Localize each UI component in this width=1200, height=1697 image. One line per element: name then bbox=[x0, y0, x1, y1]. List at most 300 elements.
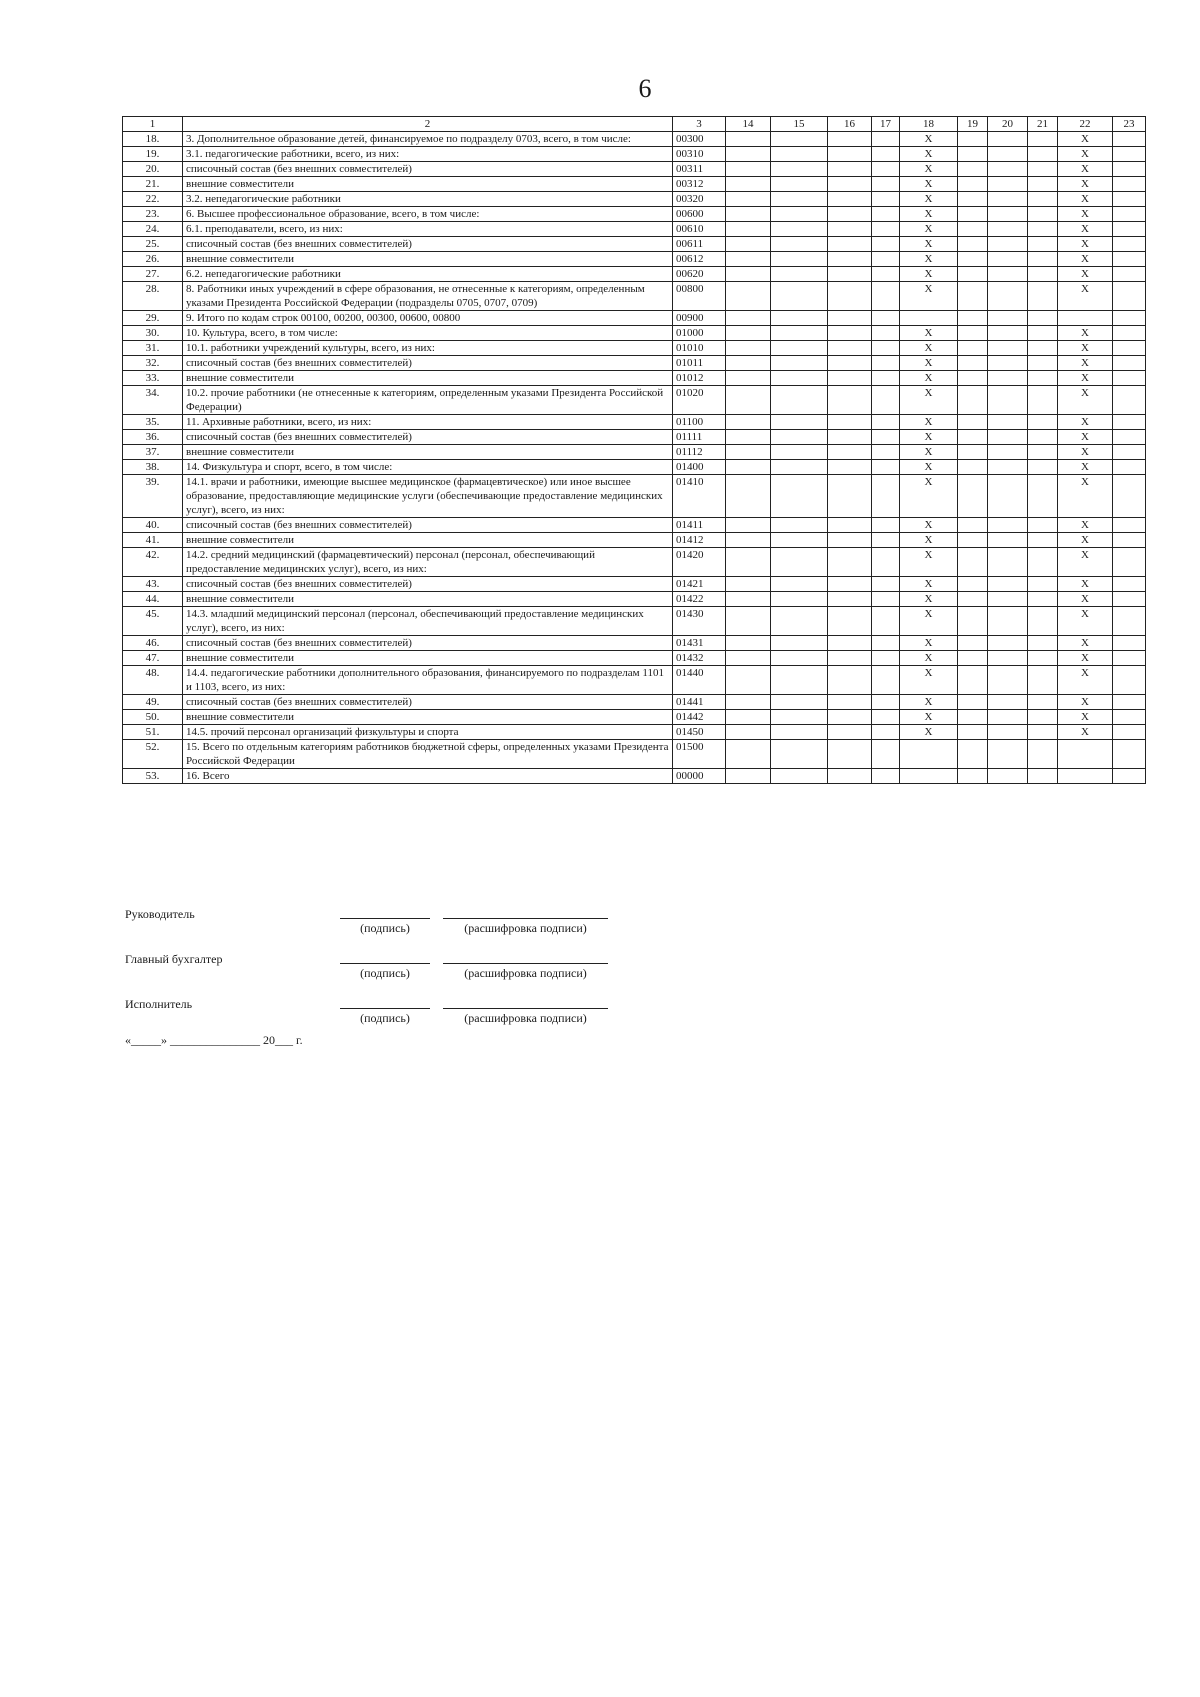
row-label-cell: списочный состав (без внешних совместителей) bbox=[183, 518, 673, 533]
table-row bbox=[123, 577, 1146, 592]
row-code-cell: 00612 bbox=[673, 252, 726, 267]
empty-cell-15 bbox=[771, 533, 828, 548]
empty-cell-23 bbox=[1113, 267, 1146, 282]
table-row bbox=[123, 533, 1146, 548]
empty-cell-20 bbox=[988, 460, 1028, 475]
table-row bbox=[123, 769, 1146, 784]
row-label-cell: внешние совместители bbox=[183, 651, 673, 666]
empty-cell-20 bbox=[988, 636, 1028, 651]
empty-cell-23 bbox=[1113, 311, 1146, 326]
column-header: 20 bbox=[988, 117, 1028, 132]
empty-cell-20 bbox=[988, 740, 1028, 769]
row-label-cell: 14.2. средний медицинский (фармацевтический) персонал (персонал, обеспечивающий предоставление медицинских услуг), всего, из них: bbox=[183, 548, 673, 577]
empty-cell-21 bbox=[1028, 326, 1058, 341]
row-code-cell: 01442 bbox=[673, 710, 726, 725]
executor-signature-caption: (подпись) bbox=[360, 1011, 410, 1025]
empty-cell-16 bbox=[828, 430, 872, 445]
empty-cell-21 bbox=[1028, 132, 1058, 147]
empty-cell-16 bbox=[828, 607, 872, 636]
empty-cell-14 bbox=[726, 192, 771, 207]
empty-cell-15 bbox=[771, 207, 828, 222]
empty-cell-14 bbox=[726, 207, 771, 222]
empty-cell-20 bbox=[988, 592, 1028, 607]
mark-cell-22: X bbox=[1058, 162, 1113, 177]
empty-cell-15 bbox=[771, 311, 828, 326]
empty-cell-23 bbox=[1113, 607, 1146, 636]
empty-cell-20 bbox=[988, 666, 1028, 695]
empty-cell-17 bbox=[872, 177, 900, 192]
empty-cell-21 bbox=[1028, 237, 1058, 252]
empty-cell-23 bbox=[1113, 695, 1146, 710]
empty-cell-16 bbox=[828, 740, 872, 769]
mark-cell-18: X bbox=[900, 177, 958, 192]
column-header: 17 bbox=[872, 117, 900, 132]
mark-cell-22: X bbox=[1058, 430, 1113, 445]
executor-decode-caption: (расшифровка подписи) bbox=[464, 1011, 587, 1025]
empty-cell-23 bbox=[1113, 651, 1146, 666]
empty-cell-23 bbox=[1113, 252, 1146, 267]
empty-cell-20 bbox=[988, 207, 1028, 222]
empty-cell-16 bbox=[828, 177, 872, 192]
table-row bbox=[123, 710, 1146, 725]
empty-cell-21 bbox=[1028, 592, 1058, 607]
empty-cell-16 bbox=[828, 386, 872, 415]
mark-cell-18: X bbox=[900, 475, 958, 518]
mark-cell-22: X bbox=[1058, 577, 1113, 592]
row-label-cell: 15. Всего по отдельным категориям работников бюджетной сферы, определенных указами Президента Российской Федерации bbox=[183, 740, 673, 769]
empty-cell-20 bbox=[988, 341, 1028, 356]
mark-cell-22: X bbox=[1058, 710, 1113, 725]
empty-cell-15 bbox=[771, 252, 828, 267]
table-row bbox=[123, 311, 1146, 326]
empty-cell-16 bbox=[828, 282, 872, 311]
row-label-cell: 16. Всего bbox=[183, 769, 673, 784]
empty-cell-17 bbox=[872, 252, 900, 267]
mark-cell-18: X bbox=[900, 460, 958, 475]
empty-cell-17 bbox=[872, 386, 900, 415]
row-number-cell: 32. bbox=[123, 356, 183, 371]
empty-cell-17 bbox=[872, 607, 900, 636]
empty-cell-17 bbox=[872, 695, 900, 710]
empty-cell-16 bbox=[828, 769, 872, 784]
page-number: 6 bbox=[638, 74, 652, 103]
table-row bbox=[123, 651, 1146, 666]
empty-cell-19 bbox=[958, 430, 988, 445]
empty-cell-15 bbox=[771, 147, 828, 162]
mark-cell-22: X bbox=[1058, 177, 1113, 192]
table-row bbox=[123, 341, 1146, 356]
empty-cell-17 bbox=[872, 475, 900, 518]
empty-cell-21 bbox=[1028, 177, 1058, 192]
empty-cell-16 bbox=[828, 548, 872, 577]
empty-cell-16 bbox=[828, 207, 872, 222]
empty-cell-19 bbox=[958, 592, 988, 607]
row-number-cell: 53. bbox=[123, 769, 183, 784]
empty-cell-15 bbox=[771, 237, 828, 252]
table-row bbox=[123, 636, 1146, 651]
row-label-cell: внешние совместители bbox=[183, 252, 673, 267]
mark-cell-18: X bbox=[900, 222, 958, 237]
empty-cell-23 bbox=[1113, 769, 1146, 784]
column-header: 18 bbox=[900, 117, 958, 132]
empty-cell-19 bbox=[958, 162, 988, 177]
mark-cell-22: X bbox=[1058, 326, 1113, 341]
empty-cell-23 bbox=[1113, 548, 1146, 577]
executor-decode-line bbox=[443, 1008, 608, 1009]
report-table bbox=[122, 116, 1146, 784]
empty-cell-15 bbox=[771, 415, 828, 430]
row-number-cell: 29. bbox=[123, 311, 183, 326]
row-label-cell: 14.4. педагогические работники дополнительного образования, финансируемого по подразделам 1101 и 1103, всего, из них: bbox=[183, 666, 673, 695]
mark-cell-18: X bbox=[900, 577, 958, 592]
empty-cell-21 bbox=[1028, 445, 1058, 460]
empty-cell-19 bbox=[958, 386, 988, 415]
empty-cell-21 bbox=[1028, 267, 1058, 282]
empty-cell-21 bbox=[1028, 207, 1058, 222]
table-row bbox=[123, 267, 1146, 282]
empty-cell-17 bbox=[872, 577, 900, 592]
mark-cell-18: X bbox=[900, 651, 958, 666]
empty-cell-20 bbox=[988, 147, 1028, 162]
header-row bbox=[123, 117, 1146, 132]
date-line: «_____» _______________ 20___ г. bbox=[125, 1033, 303, 1047]
empty-cell-14 bbox=[726, 769, 771, 784]
empty-cell-17 bbox=[872, 267, 900, 282]
row-label-cell: внешние совместители bbox=[183, 371, 673, 386]
mark-cell-22: X bbox=[1058, 356, 1113, 371]
empty-cell-21 bbox=[1028, 651, 1058, 666]
row-label-cell: 14.5. прочий персонал организаций физкультуры и спорта bbox=[183, 725, 673, 740]
empty-cell-16 bbox=[828, 651, 872, 666]
column-header: 1 bbox=[123, 117, 183, 132]
empty-cell-17 bbox=[872, 341, 900, 356]
row-label-cell: 14.1. врачи и работники, имеющие высшее медицинское (фармацевтическое) или иное высшее образование, предоставляющие медицинские услуги (обеспечивающие предоставление медицинских услуг), всего, из них: bbox=[183, 475, 673, 518]
mark-cell-22: X bbox=[1058, 460, 1113, 475]
row-number-cell: 33. bbox=[123, 371, 183, 386]
empty-cell-14 bbox=[726, 415, 771, 430]
empty-cell-20 bbox=[988, 282, 1028, 311]
empty-cell-19 bbox=[958, 666, 988, 695]
row-label-cell: списочный состав (без внешних совместителей) bbox=[183, 237, 673, 252]
empty-cell-23 bbox=[1113, 460, 1146, 475]
empty-cell-15 bbox=[771, 386, 828, 415]
row-code-cell: 00300 bbox=[673, 132, 726, 147]
executor-signature-line bbox=[340, 1008, 430, 1009]
empty-cell-16 bbox=[828, 636, 872, 651]
row-number-cell: 25. bbox=[123, 237, 183, 252]
empty-cell-14 bbox=[726, 740, 771, 769]
row-code-cell: 01112 bbox=[673, 445, 726, 460]
table-row bbox=[123, 445, 1146, 460]
row-number-cell: 46. bbox=[123, 636, 183, 651]
row-number-cell: 22. bbox=[123, 192, 183, 207]
empty-cell-17 bbox=[872, 356, 900, 371]
empty-cell-17 bbox=[872, 326, 900, 341]
empty-cell-20 bbox=[988, 533, 1028, 548]
empty-cell-16 bbox=[828, 311, 872, 326]
table-body bbox=[123, 132, 1146, 784]
empty-cell-21 bbox=[1028, 311, 1058, 326]
row-number-cell: 28. bbox=[123, 282, 183, 311]
row-number-cell: 35. bbox=[123, 415, 183, 430]
row-label-cell: 6.2. непедагогические работники bbox=[183, 267, 673, 282]
mark-cell-18: X bbox=[900, 518, 958, 533]
empty-cell-16 bbox=[828, 341, 872, 356]
signature-role-chief-accountant: Главный бухгалтер bbox=[125, 952, 223, 966]
row-code-cell: 01011 bbox=[673, 356, 726, 371]
row-code-cell: 01422 bbox=[673, 592, 726, 607]
row-label-cell: 3.1. педагогические работники, всего, из них: bbox=[183, 147, 673, 162]
row-label-cell: 10. Культура, всего, в том числе: bbox=[183, 326, 673, 341]
row-code-cell: 00800 bbox=[673, 282, 726, 311]
empty-cell-23 bbox=[1113, 192, 1146, 207]
empty-cell-16 bbox=[828, 192, 872, 207]
mark-cell-22: X bbox=[1058, 445, 1113, 460]
table-row bbox=[123, 695, 1146, 710]
empty-cell-19 bbox=[958, 710, 988, 725]
mark-cell-18 bbox=[900, 740, 958, 769]
table-row bbox=[123, 132, 1146, 147]
empty-cell-20 bbox=[988, 518, 1028, 533]
empty-cell-14 bbox=[726, 666, 771, 695]
empty-cell-19 bbox=[958, 548, 988, 577]
mark-cell-22 bbox=[1058, 740, 1113, 769]
empty-cell-23 bbox=[1113, 518, 1146, 533]
empty-cell-14 bbox=[726, 710, 771, 725]
row-code-cell: 01020 bbox=[673, 386, 726, 415]
empty-cell-19 bbox=[958, 725, 988, 740]
mark-cell-18: X bbox=[900, 430, 958, 445]
empty-cell-15 bbox=[771, 341, 828, 356]
empty-cell-15 bbox=[771, 769, 828, 784]
table-row bbox=[123, 252, 1146, 267]
mark-cell-18 bbox=[900, 769, 958, 784]
mark-cell-22: X bbox=[1058, 267, 1113, 282]
table-row bbox=[123, 518, 1146, 533]
empty-cell-23 bbox=[1113, 415, 1146, 430]
empty-cell-19 bbox=[958, 533, 988, 548]
empty-cell-21 bbox=[1028, 533, 1058, 548]
row-code-cell: 00611 bbox=[673, 237, 726, 252]
empty-cell-23 bbox=[1113, 710, 1146, 725]
empty-cell-21 bbox=[1028, 666, 1058, 695]
row-label-cell: списочный состав (без внешних совместителей) bbox=[183, 162, 673, 177]
empty-cell-21 bbox=[1028, 710, 1058, 725]
mark-cell-18: X bbox=[900, 548, 958, 577]
empty-cell-20 bbox=[988, 769, 1028, 784]
row-code-cell: 01412 bbox=[673, 533, 726, 548]
empty-cell-20 bbox=[988, 252, 1028, 267]
row-label-cell: внешние совместители bbox=[183, 533, 673, 548]
row-number-cell: 26. bbox=[123, 252, 183, 267]
table-row bbox=[123, 740, 1146, 769]
empty-cell-20 bbox=[988, 651, 1028, 666]
empty-cell-23 bbox=[1113, 341, 1146, 356]
empty-cell-21 bbox=[1028, 162, 1058, 177]
empty-cell-21 bbox=[1028, 518, 1058, 533]
empty-cell-17 bbox=[872, 282, 900, 311]
empty-cell-23 bbox=[1113, 445, 1146, 460]
empty-cell-19 bbox=[958, 326, 988, 341]
empty-cell-16 bbox=[828, 460, 872, 475]
empty-cell-19 bbox=[958, 607, 988, 636]
mark-cell-22: X bbox=[1058, 282, 1113, 311]
mark-cell-22: X bbox=[1058, 695, 1113, 710]
empty-cell-15 bbox=[771, 725, 828, 740]
empty-cell-21 bbox=[1028, 341, 1058, 356]
empty-cell-17 bbox=[872, 237, 900, 252]
empty-cell-14 bbox=[726, 222, 771, 237]
empty-cell-21 bbox=[1028, 415, 1058, 430]
empty-cell-23 bbox=[1113, 740, 1146, 769]
empty-cell-15 bbox=[771, 592, 828, 607]
row-number-cell: 49. bbox=[123, 695, 183, 710]
column-header: 3 bbox=[673, 117, 726, 132]
column-header: 2 bbox=[183, 117, 673, 132]
table-row bbox=[123, 192, 1146, 207]
empty-cell-21 bbox=[1028, 430, 1058, 445]
empty-cell-15 bbox=[771, 651, 828, 666]
row-label-cell: внешние совместители bbox=[183, 177, 673, 192]
empty-cell-20 bbox=[988, 371, 1028, 386]
row-number-cell: 47. bbox=[123, 651, 183, 666]
empty-cell-14 bbox=[726, 267, 771, 282]
empty-cell-21 bbox=[1028, 475, 1058, 518]
table-row bbox=[123, 725, 1146, 740]
empty-cell-16 bbox=[828, 533, 872, 548]
column-header: 21 bbox=[1028, 117, 1058, 132]
table-row bbox=[123, 548, 1146, 577]
empty-cell-16 bbox=[828, 725, 872, 740]
empty-cell-19 bbox=[958, 222, 988, 237]
empty-cell-20 bbox=[988, 548, 1028, 577]
mark-cell-18: X bbox=[900, 252, 958, 267]
row-label-cell: 14.3. младший медицинский персонал (персонал, обеспечивающий предоставление медицинских услуг), всего, из них: bbox=[183, 607, 673, 636]
mark-cell-22: X bbox=[1058, 147, 1113, 162]
mark-cell-22: X bbox=[1058, 592, 1113, 607]
empty-cell-16 bbox=[828, 222, 872, 237]
empty-cell-16 bbox=[828, 695, 872, 710]
row-label-cell: 6.1. преподаватели, всего, из них: bbox=[183, 222, 673, 237]
empty-cell-17 bbox=[872, 651, 900, 666]
empty-cell-17 bbox=[872, 222, 900, 237]
empty-cell-23 bbox=[1113, 132, 1146, 147]
empty-cell-20 bbox=[988, 192, 1028, 207]
empty-cell-14 bbox=[726, 636, 771, 651]
row-number-cell: 40. bbox=[123, 518, 183, 533]
empty-cell-14 bbox=[726, 445, 771, 460]
column-header: 16 bbox=[828, 117, 872, 132]
accountant-signature-caption: (подпись) bbox=[360, 966, 410, 980]
empty-cell-14 bbox=[726, 695, 771, 710]
table-row bbox=[123, 371, 1146, 386]
empty-cell-16 bbox=[828, 267, 872, 282]
mark-cell-22: X bbox=[1058, 415, 1113, 430]
empty-cell-16 bbox=[828, 445, 872, 460]
empty-cell-19 bbox=[958, 147, 988, 162]
empty-cell-14 bbox=[726, 460, 771, 475]
empty-cell-21 bbox=[1028, 636, 1058, 651]
empty-cell-16 bbox=[828, 162, 872, 177]
mark-cell-22: X bbox=[1058, 475, 1113, 518]
empty-cell-14 bbox=[726, 162, 771, 177]
director-decode-line bbox=[443, 918, 608, 919]
empty-cell-17 bbox=[872, 371, 900, 386]
row-code-cell: 00000 bbox=[673, 769, 726, 784]
empty-cell-20 bbox=[988, 695, 1028, 710]
empty-cell-19 bbox=[958, 577, 988, 592]
empty-cell-15 bbox=[771, 607, 828, 636]
mark-cell-18: X bbox=[900, 695, 958, 710]
empty-cell-15 bbox=[771, 475, 828, 518]
empty-cell-23 bbox=[1113, 356, 1146, 371]
row-code-cell: 00310 bbox=[673, 147, 726, 162]
row-code-cell: 01441 bbox=[673, 695, 726, 710]
row-code-cell: 01111 bbox=[673, 430, 726, 445]
empty-cell-15 bbox=[771, 577, 828, 592]
table-row bbox=[123, 237, 1146, 252]
row-label-cell: списочный состав (без внешних совместителей) bbox=[183, 636, 673, 651]
empty-cell-14 bbox=[726, 356, 771, 371]
empty-cell-20 bbox=[988, 577, 1028, 592]
row-number-cell: 21. bbox=[123, 177, 183, 192]
empty-cell-17 bbox=[872, 725, 900, 740]
empty-cell-21 bbox=[1028, 356, 1058, 371]
empty-cell-17 bbox=[872, 518, 900, 533]
row-label-cell: 14. Физкультура и спорт, всего, в том числе: bbox=[183, 460, 673, 475]
empty-cell-14 bbox=[726, 430, 771, 445]
empty-cell-15 bbox=[771, 267, 828, 282]
empty-cell-14 bbox=[726, 147, 771, 162]
row-number-cell: 20. bbox=[123, 162, 183, 177]
mark-cell-18: X bbox=[900, 356, 958, 371]
empty-cell-16 bbox=[828, 710, 872, 725]
empty-cell-14 bbox=[726, 326, 771, 341]
row-label-cell: 3.2. непедагогические работники bbox=[183, 192, 673, 207]
empty-cell-21 bbox=[1028, 282, 1058, 311]
row-label-cell: 8. Работники иных учреждений в сфере образования, не отнесенные к категориям, определенным указами Президента Российской Федерации (подразделы 0705, 0707, 0709) bbox=[183, 282, 673, 311]
empty-cell-14 bbox=[726, 548, 771, 577]
row-code-cell: 01000 bbox=[673, 326, 726, 341]
empty-cell-23 bbox=[1113, 592, 1146, 607]
director-signature-caption: (подпись) bbox=[360, 921, 410, 935]
mark-cell-22 bbox=[1058, 311, 1113, 326]
table-row bbox=[123, 415, 1146, 430]
mark-cell-22 bbox=[1058, 769, 1113, 784]
mark-cell-18: X bbox=[900, 282, 958, 311]
empty-cell-17 bbox=[872, 460, 900, 475]
empty-cell-16 bbox=[828, 132, 872, 147]
empty-cell-19 bbox=[958, 769, 988, 784]
empty-cell-21 bbox=[1028, 577, 1058, 592]
empty-cell-17 bbox=[872, 533, 900, 548]
row-label-cell: 10.2. прочие работники (не отнесенные к категориям, определенным указами Президента Российской Федерации) bbox=[183, 386, 673, 415]
table-row bbox=[123, 147, 1146, 162]
empty-cell-14 bbox=[726, 371, 771, 386]
row-code-cell: 01450 bbox=[673, 725, 726, 740]
mark-cell-22: X bbox=[1058, 237, 1113, 252]
empty-cell-14 bbox=[726, 518, 771, 533]
mark-cell-18: X bbox=[900, 607, 958, 636]
table-header bbox=[123, 117, 1146, 132]
empty-cell-20 bbox=[988, 162, 1028, 177]
row-number-cell: 19. bbox=[123, 147, 183, 162]
empty-cell-16 bbox=[828, 237, 872, 252]
empty-cell-19 bbox=[958, 371, 988, 386]
empty-cell-19 bbox=[958, 460, 988, 475]
empty-cell-21 bbox=[1028, 222, 1058, 237]
empty-cell-19 bbox=[958, 207, 988, 222]
